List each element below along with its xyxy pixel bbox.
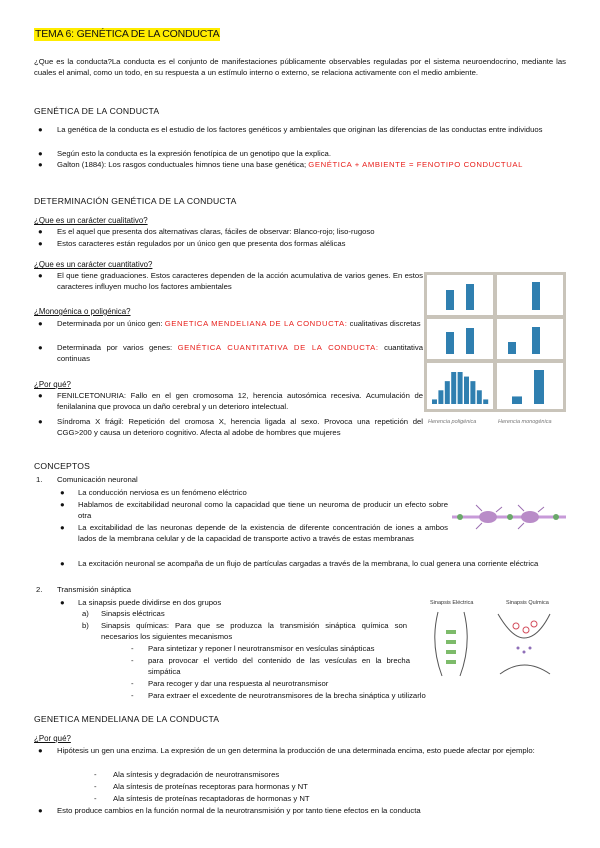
mendeliana-dash-1: Ala síntesis y degradación de neurotransmisores: [113, 770, 280, 779]
galton-formula: GENÉTICA + AMBIENTE = FENOTIPO CONDUCTUAL: [308, 160, 523, 169]
poly-bar: [470, 381, 475, 404]
neuron-chain-svg: [452, 503, 566, 531]
question-porque: ¿Por qué?: [34, 380, 71, 389]
bullet-dot: ●: [38, 160, 43, 169]
intro-paragraph: ¿Que es la conducta?La conducta es el conjunto de manifestaciones públicamente observables reguladas por el sistema neuroendocrino, mediante las cuales el animal, como un todo, en su respuesta a un estímulo interno o externo, se relaciona activamente con el medio ambiente.: [34, 57, 566, 77]
poly-bar: [458, 372, 463, 404]
caption-monogenica: Herencia monogénica: [498, 419, 552, 425]
poly-text: Determinada por varios genes:: [57, 343, 173, 352]
sinapsis-quimicas: Sinapsis químicas: Para que se produzca la transmisión sináptica química son necesarios los siguientes mecanismos: [101, 621, 407, 641]
mendeliana-bullet-1: Hipótesis un gen una enzima. La expresión de un gen determina la producción de una determinada encima, esto puede afectar por ejemplo:: [57, 746, 535, 755]
cuantitativo-bullet: El que tiene graduaciones. Estos caracteres dependen de la acción acumulativa de varios genes. En estos caracteres influyen mucho los factores ambientales: [57, 271, 423, 291]
bullet-dot: ●: [38, 319, 43, 328]
poly-bar: [432, 399, 437, 404]
inheritance-charts-photo: [424, 272, 566, 412]
xfragil-bullet: Síndroma X frágil: Repetición del cromosa X, herencia ligada al sexo. Provoca una repetición del CGG>200 y causa un deterioro cognitivo. Afecta al adobe de hombres que mujeres: [57, 417, 423, 437]
inheritance-charts-svg: [424, 272, 566, 412]
list-number: 2.: [36, 585, 43, 594]
chart-panel: [497, 319, 563, 359]
monogenica-bullet-2: [57, 342, 423, 364]
chart-panel: [497, 363, 563, 409]
label-sinapsis-electrica: Sinapsis Eléctrica: [430, 600, 474, 606]
bullet-dot: ●: [60, 523, 65, 532]
bar: [532, 282, 540, 310]
section-heading-determinacion: DETERMINACIÓN GENÉTICA DE LA CONDUCTA: [34, 196, 237, 206]
chart-panel: [497, 275, 563, 315]
mono-bar: [534, 370, 544, 404]
list-number: 1.: [36, 475, 43, 484]
genetica-bullet-1: La genética de la conducta es el estudio de los factores genéticos y ambientales que originan las diferencias de las conductas entre individuos: [57, 125, 543, 134]
bullet-dot: ●: [38, 149, 43, 158]
sub-label-a: a): [82, 609, 89, 618]
concept-bullet-2: Hablamos de excitabilidad neuronal como la capacidad que tiene un neuroma de producir un efecto sobre otra: [78, 500, 448, 520]
concept-bullet-4: La excitación neuronal se acompaña de un flujo de partículas cargadas a través de la membrana, lo cual genera una corriente eléctrica: [78, 559, 539, 568]
dash: -: [131, 644, 134, 653]
synapse-svg: [420, 608, 570, 680]
concept-bullet-1: La conducción nerviosa es un fenómeno eléctrico: [78, 488, 247, 497]
bullet-dot: ●: [38, 806, 43, 815]
poly-bar: [477, 390, 482, 404]
genetica-bullet-3: [57, 159, 564, 170]
cualitativo-bullet-1: Es el aquel que presenta dos alternativas claras, fáciles de observar: Blanco-rojo; liso-rugoso: [57, 227, 375, 236]
dash: -: [131, 679, 134, 688]
poly-red: GENÉTICA CUANTITATIVA DE LA CONDUCTA:: [177, 343, 379, 352]
chart-panel: [427, 319, 493, 359]
neuron-chain-image: [452, 503, 566, 531]
bullet-dot: ●: [38, 417, 43, 426]
mono-text: Determinada por un único gen:: [57, 319, 163, 328]
poly-bar: [445, 381, 450, 404]
bullet-dot: ●: [38, 271, 43, 280]
bullet-dot: ●: [38, 746, 43, 755]
concept-bullet-3: La excitabilidad de las neuronas depende de la existencia de diferente concentración de iones a ambos lados de la membrana celular y de la capacidad de transporte activo a través de estas membranas: [78, 523, 448, 543]
concept-comunicacion: Comunicación neuronal: [57, 475, 138, 484]
question-cualitativo: ¿Que es un carácter cualitativo?: [34, 216, 148, 225]
section-heading-mendeliana: GENETICA MENDELIANA DE LA CONDUCTA: [34, 714, 220, 724]
mono-red: GENETICA MENDELIANA DE LA CONDUCTA:: [164, 319, 348, 328]
poly-tail: cuantitativa continuas: [57, 343, 423, 363]
mono-bar: [512, 396, 522, 404]
cualitativo-bullet-2: Estos caracteres están regulados por un único gen que presenta dos formas alélicas: [57, 239, 346, 248]
bar: [446, 332, 454, 354]
mecanismo-1: Para sintetizar y reponer l neurotransmisor en vesículas sinápticas: [148, 644, 375, 653]
question-porque-mendeliana: ¿Por qué?: [34, 734, 71, 743]
section-heading-conceptos: CONCEPTOS: [34, 461, 91, 471]
bar: [508, 342, 516, 354]
galton-text: Galton (1884): Los rasgos conductuales himnos tiene una base genética;: [57, 160, 307, 169]
poly-bar: [483, 399, 488, 404]
question-cuantitativo: ¿Que es un carácter cuantitativo?: [34, 260, 153, 269]
poly-bar: [451, 372, 456, 404]
section-heading-genetica: GENÉTICA DE LA CONDUCTA: [34, 106, 160, 116]
dash: -: [94, 782, 97, 791]
bar: [446, 290, 454, 310]
bullet-dot: ●: [60, 559, 65, 568]
mecanismo-4: Para extraer el excedente de neurotransmisores de la brecha sináptica y utilizarlo: [148, 691, 426, 700]
mendeliana-dash-3: Ala síntesis de proteínas recaptadoras de hormonas y NT: [113, 794, 310, 803]
dash: -: [131, 691, 134, 700]
bullet-dot: ●: [60, 488, 65, 497]
bar: [466, 284, 474, 310]
sub-label-b: b): [82, 621, 89, 630]
dash: -: [94, 770, 97, 779]
bullet-dot: ●: [38, 125, 43, 134]
bullet-dot: ●: [38, 227, 43, 236]
sinapsis-bullet: La sinapsis puede dividirse en dos grupos: [78, 598, 222, 607]
mecanismo-3: Para recoger y dar una respuesta al neurotransmisor: [148, 679, 329, 688]
question-monogenica: ¿Monogénica o poligénica?: [34, 307, 131, 316]
caption-poligenica: Herencia poligénica: [428, 419, 477, 425]
chart-panel: [427, 275, 493, 315]
mendeliana-dash-2: Ala síntesis de proteínas receptoras para hormonas y NT: [113, 782, 308, 791]
bullet-dot: ●: [38, 239, 43, 248]
bar: [466, 328, 474, 354]
bullet-dot: ●: [60, 598, 65, 607]
mecanismo-2: para provocar el vertido del contenido de las vesículas en la brecha simpática: [148, 656, 410, 676]
synapse-diagrams: [420, 600, 570, 680]
sinapsis-electricas: Sinapsis eléctricas: [101, 609, 165, 618]
concept-transmision: Transmisión sináptica: [57, 585, 132, 594]
genetica-bullet-2: Según esto la conducta es la expresión fenotípica de un genotipo que la explica.: [57, 149, 331, 158]
dash: -: [94, 794, 97, 803]
bullet-dot: ●: [60, 500, 65, 509]
mendeliana-bullet-2: Esto produce cambios en la función normal de la neurotransmisión y por tanto tiene efectos en la conducta: [57, 806, 421, 815]
bar: [532, 327, 540, 354]
bullet-dot: ●: [38, 391, 43, 400]
dash: -: [131, 656, 134, 665]
fenilcetonuria-bullet: FENILCETONURIA: Fallo en el gen cromosoma 12, herencia autosómica recesiva. Acumulación de fenilalanina que provoca un daño cerebral y un deterioro intelectual.: [57, 391, 423, 411]
monogenica-bullet-1: [57, 318, 423, 329]
bullet-dot: ●: [38, 343, 43, 352]
mono-tail: cualitativas discretas: [349, 319, 421, 328]
label-sinapsis-quimica: Sinapsis Química: [506, 600, 549, 606]
page-title: TEMA 6: GENÉTICA DE LA CONDUCTA: [35, 28, 220, 40]
poly-bar: [464, 377, 469, 404]
poly-bar: [438, 390, 443, 404]
